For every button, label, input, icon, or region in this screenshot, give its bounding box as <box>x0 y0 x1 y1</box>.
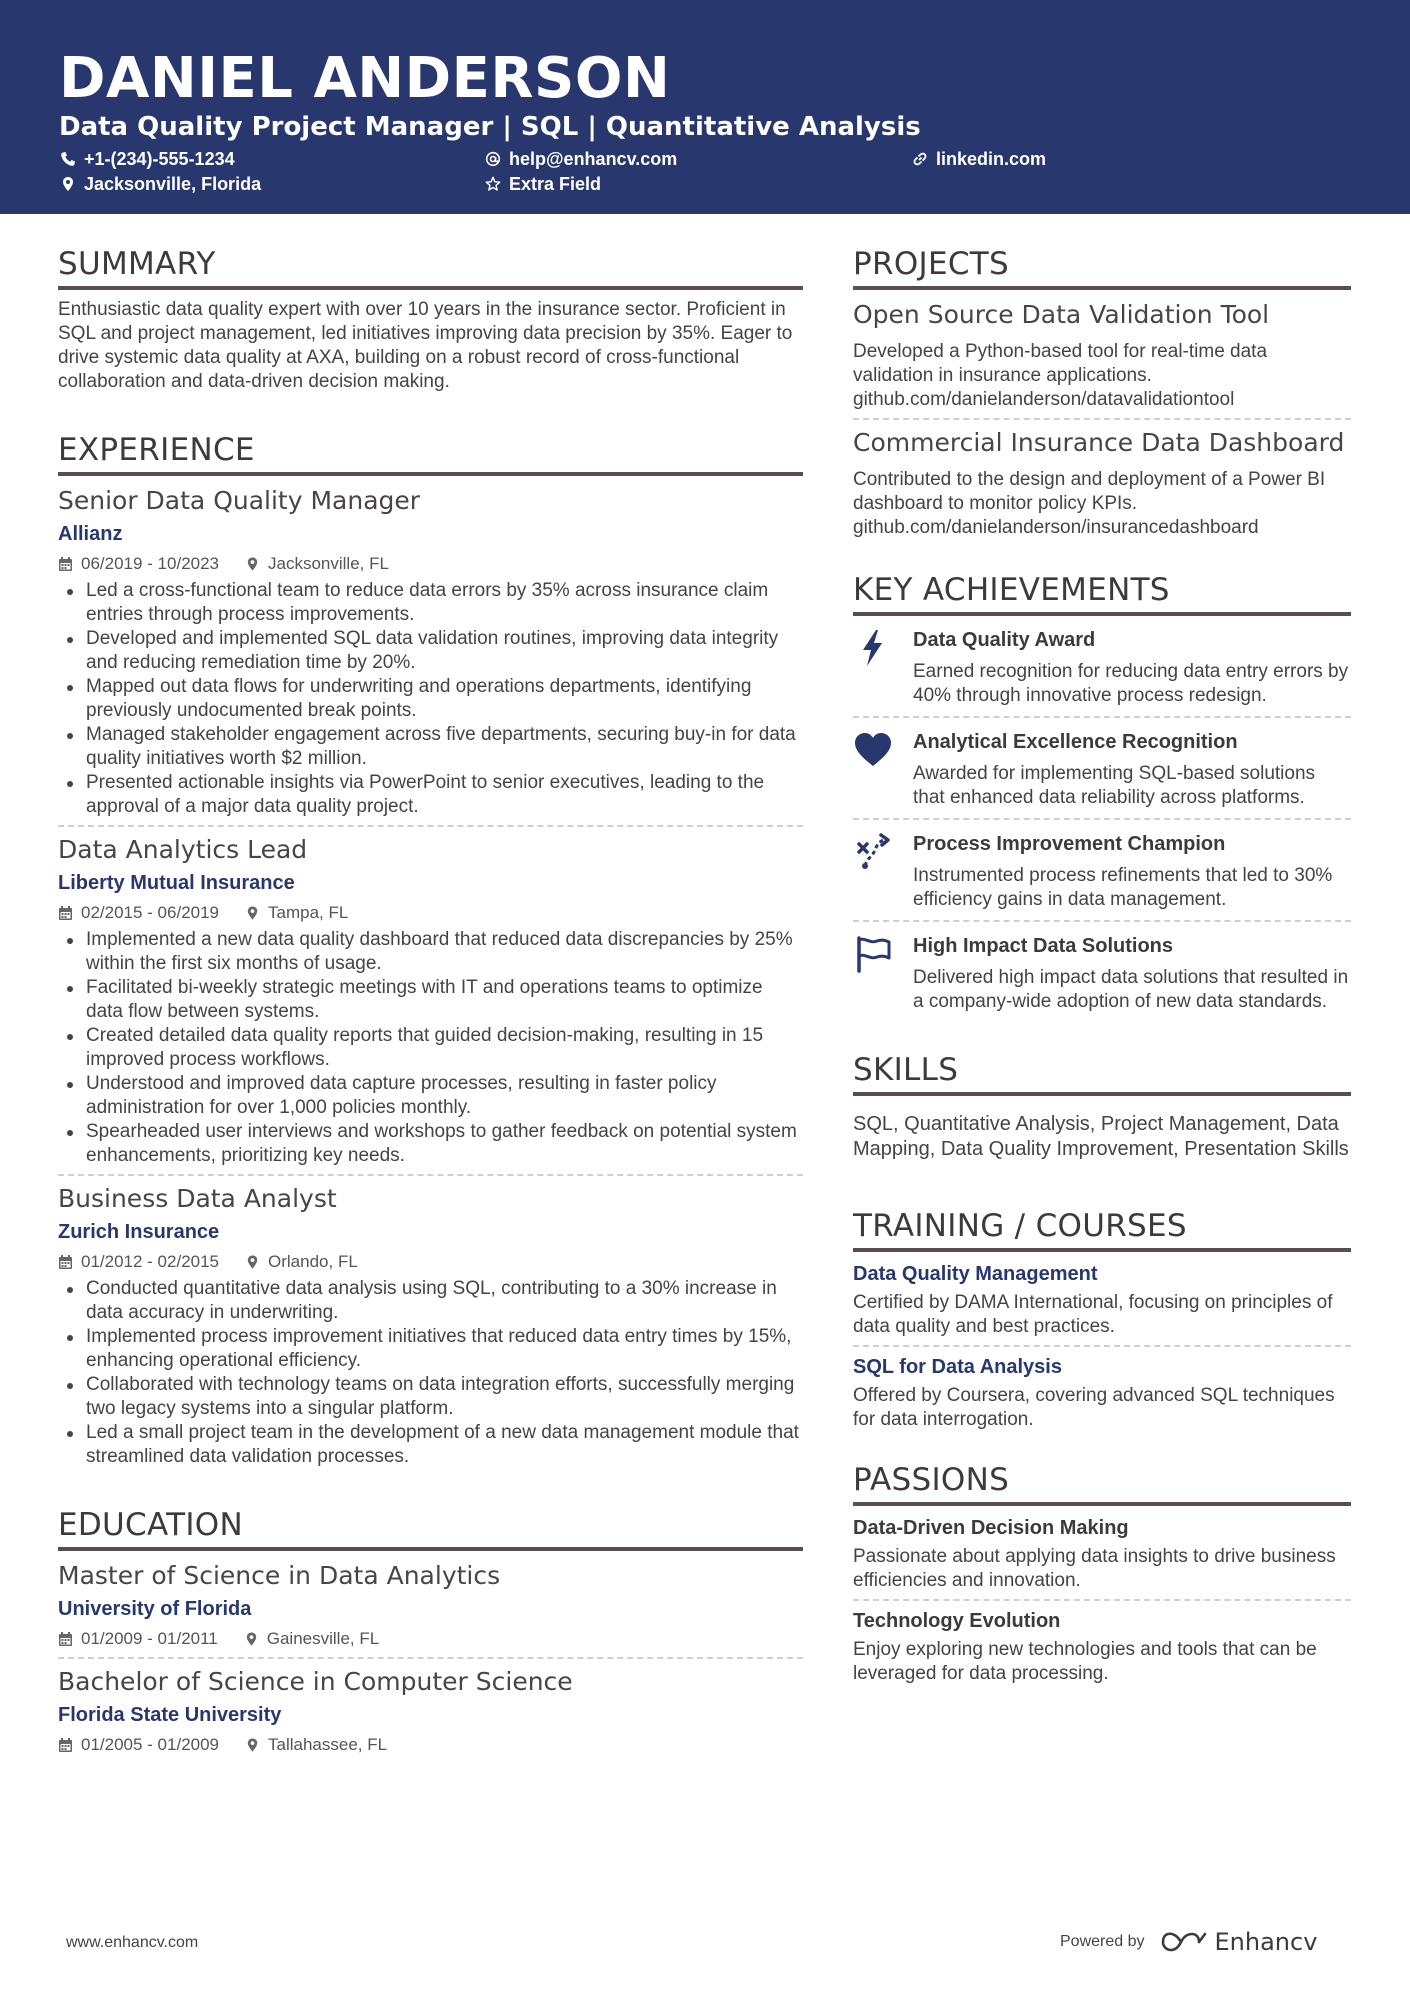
job-location-text: Tampa, FL <box>268 903 349 922</box>
achievement-body <box>913 728 1351 810</box>
bullet-item: Conducted quantitative data analysis using SQL, contributing to a 30% increase in data accuracy in underwriting. <box>58 1277 803 1325</box>
achievement-item <box>853 718 1351 820</box>
job-title: Business Data Analyst <box>58 1184 337 1213</box>
phone-text: +1-(234)-555-1234 <box>84 149 235 169</box>
job-location <box>245 901 348 925</box>
section-title-education: EDUCATION <box>58 1505 803 1551</box>
section-title-passions: PASSIONS <box>853 1460 1351 1506</box>
achievement-item <box>853 616 1351 718</box>
achievement-item <box>853 922 1351 1022</box>
company-name: Zurich Insurance <box>58 1221 220 1243</box>
bullet-item: Implemented a new data quality dashboard that reduced data discrepancies by 25% within the first six months of usage. <box>58 928 803 976</box>
phone-icon <box>60 151 76 167</box>
education-location <box>244 1627 379 1651</box>
contact-extra <box>485 172 601 196</box>
education-location-text: Tallahassee, FL <box>268 1735 388 1754</box>
passion-title: Technology Evolution <box>853 1610 1061 1632</box>
degree-title: Bachelor of Science in Computer Science <box>58 1667 573 1696</box>
heart-icon <box>853 730 893 770</box>
location-pin-icon <box>245 1254 260 1270</box>
achievement-icon-wrap <box>853 626 913 708</box>
job-dates-text: 02/2015 - 06/2019 <box>81 903 220 922</box>
calendar-icon <box>58 905 73 921</box>
job-title: Senior Data Quality Manager <box>58 486 421 515</box>
company-name: Liberty Mutual Insurance <box>58 872 295 894</box>
bullet-item: Implemented process improvement initiatives that reduced data entry times by 15%, enhancing operational efficiency. <box>58 1325 803 1373</box>
project-title: Commercial Insurance Data Dashboard <box>853 428 1345 457</box>
education-entry <box>58 1659 803 1757</box>
job-dates <box>58 552 219 576</box>
achievement-title: Analytical Excellence Recognition <box>913 731 1238 753</box>
job-dates-text: 01/2012 - 02/2015 <box>81 1252 220 1271</box>
location-pin-icon <box>245 905 260 921</box>
experience-section <box>58 430 803 1469</box>
calendar-icon <box>58 1254 73 1270</box>
contact-linkedin[interactable] <box>912 147 1046 171</box>
bullet-item: Presented actionable insights via PowerPoint to senior executives, leading to the approval of a major data quality project. <box>58 771 803 819</box>
job-meta <box>58 901 803 925</box>
education-dates <box>58 1733 219 1757</box>
course-entry <box>853 1347 1351 1432</box>
brand-logo[interactable] <box>1161 1928 1318 1956</box>
bullet-item: Developed and implemented SQL data validation routines, improving data integrity and reducing remediation time by 20%. <box>58 627 803 675</box>
passion-entry <box>853 1514 1351 1601</box>
calendar-icon <box>58 1737 73 1753</box>
contact-phone <box>60 147 235 171</box>
project-description <box>853 468 1351 540</box>
left-column <box>58 244 803 1757</box>
project-description <box>853 340 1351 412</box>
achievement-title: High Impact Data Solutions <box>913 935 1174 957</box>
job-dates <box>58 901 219 925</box>
email-text[interactable]: help@enhancv.com <box>509 149 678 169</box>
achievement-title: Process Improvement Champion <box>913 833 1226 855</box>
achievement-description: Delivered high impact data solutions that resulted in a company-wide adoption of new data standards. <box>913 967 1349 1012</box>
experience-entry <box>58 827 803 1176</box>
education-dates <box>58 1627 218 1651</box>
bullet-item: Mapped out data flows for underwriting and operations departments, identifying previously undocumented break points. <box>58 675 803 723</box>
star-icon <box>485 176 501 192</box>
bullet-item: Led a small project team in the development of a new data management module that streamlined data validation processes. <box>58 1421 803 1469</box>
bullet-item: Led a cross-functional team to reduce data errors by 35% across insurance claim entries through process improvements. <box>58 579 803 627</box>
passion-entry <box>853 1601 1351 1686</box>
calendar-icon <box>58 1631 73 1647</box>
course-description: Certified by DAMA International, focusing on principles of data quality and best practices. <box>853 1292 1333 1337</box>
linkedin-text[interactable]: linkedin.com <box>936 149 1047 169</box>
section-title-skills: SKILLS <box>853 1050 1351 1096</box>
achievements-section <box>853 570 1351 1022</box>
job-title: Data Analytics Lead <box>58 835 308 864</box>
extra-text: Extra Field <box>509 174 602 194</box>
job-bullets <box>58 579 803 819</box>
achievement-icon-wrap <box>853 932 913 1014</box>
job-meta <box>58 1250 803 1274</box>
education-location <box>245 1733 387 1757</box>
bullet-item: Created detailed data quality reports that guided decision-making, resulting in 15 improved process workflows. <box>58 1024 803 1072</box>
achievement-body <box>913 626 1351 708</box>
project-title: Open Source Data Validation Tool <box>853 300 1270 329</box>
contact-email[interactable] <box>485 147 677 171</box>
education-meta <box>58 1627 803 1651</box>
skills-section <box>853 1050 1351 1162</box>
school-name: University of Florida <box>58 1598 252 1620</box>
achievement-description: Awarded for implementing SQL-based solutions that enhanced data reliability across platforms. <box>913 763 1316 808</box>
job-bullets <box>58 1277 803 1469</box>
achievement-item <box>853 820 1351 922</box>
right-column <box>853 244 1351 1686</box>
summary-text: Enthusiastic data quality expert with over 10 years in the insurance sector. Proficient in SQL and project management, led initiatives improving data precision by 35%. Eager to drive systemic data quality at AXA, building on a robust record of cross-functional collaboration and data-driven decision making. <box>58 299 793 392</box>
achievement-description: Earned recognition for reducing data entry errors by 40% through innovative process redesign. <box>913 661 1349 706</box>
section-title-experience: EXPERIENCE <box>58 430 803 476</box>
project-desc-text: Developed a Python-based tool for real-time data validation in insurance applications. <box>853 341 1268 386</box>
course-entry <box>853 1260 1351 1347</box>
flag-icon <box>853 934 893 974</box>
candidate-tagline: Data Quality Project Manager | SQL | Quantitative Analysis <box>59 112 921 142</box>
achievement-title: Data Quality Award <box>913 629 1096 651</box>
achievement-description: Instrumented process refinements that led to 30% efficiency gains in data management. <box>913 865 1333 910</box>
location-text: Jacksonville, Florida <box>84 174 262 194</box>
experience-entry <box>58 1176 803 1469</box>
lightning-icon <box>853 628 893 668</box>
achievement-body <box>913 830 1351 912</box>
job-dates-text: 06/2019 - 10/2023 <box>81 554 220 573</box>
footer-website[interactable]: www.enhancv.com <box>66 1934 199 1951</box>
projects-section <box>853 244 1351 540</box>
achievement-icon-wrap <box>853 830 913 912</box>
bullet-item: Facilitated bi-weekly strategic meetings with IT and operations teams to optimize data flow between systems. <box>58 976 803 1024</box>
calendar-icon <box>58 556 73 572</box>
job-bullets <box>58 928 803 1168</box>
company-name: Allianz <box>58 523 123 545</box>
passions-section <box>853 1460 1351 1686</box>
achievement-body <box>913 932 1351 1014</box>
course-title: SQL for Data Analysis <box>853 1356 1062 1378</box>
job-meta <box>58 552 803 576</box>
route-icon <box>853 832 893 872</box>
resume-header <box>0 0 1410 214</box>
brand-name: Enhancv <box>1214 1928 1318 1956</box>
footer-branding <box>1060 1928 1317 1956</box>
project-link[interactable]: github.com/danielanderson/insurancedashboard <box>853 517 1259 538</box>
education-meta <box>58 1733 803 1757</box>
location-pin-icon <box>245 1737 260 1753</box>
project-desc-text: Contributed to the design and deployment of a Power BI dashboard to monitor policy KPIs. <box>853 469 1326 514</box>
skills-list: SQL, Quantitative Analysis, Project Management, Data Mapping, Data Quality Improvement, Presentation Skills <box>853 1113 1349 1160</box>
education-section <box>58 1505 803 1757</box>
education-entry <box>58 1559 803 1659</box>
passion-description: Enjoy exploring new technologies and tools that can be leveraged for data processing. <box>853 1639 1317 1684</box>
section-title-projects: PROJECTS <box>853 244 1351 290</box>
course-description: Offered by Coursera, covering advanced SQL techniques for data interrogation. <box>853 1385 1335 1430</box>
school-name: Florida State University <box>58 1704 282 1726</box>
contact-location <box>60 172 261 196</box>
location-pin-icon <box>244 1631 259 1647</box>
passion-title: Data-Driven Decision Making <box>853 1517 1129 1539</box>
degree-title: Master of Science in Data Analytics <box>58 1561 501 1590</box>
achievement-icon-wrap <box>853 728 913 810</box>
job-dates <box>58 1250 219 1274</box>
section-title-summary: SUMMARY <box>58 244 803 290</box>
bullet-item: Understood and improved data capture processes, resulting in faster policy administration for over 1,000 policies monthly. <box>58 1072 803 1120</box>
at-icon <box>485 151 501 167</box>
location-pin-icon <box>60 176 76 192</box>
bullet-item: Collaborated with technology teams on data integration efforts, successfully merging two legacy systems into a singular platform. <box>58 1373 803 1421</box>
summary-section <box>58 244 803 394</box>
passion-description: Passionate about applying data insights to drive business efficiencies and innovation. <box>853 1546 1336 1591</box>
job-location <box>245 552 389 576</box>
enhancv-logo-icon <box>1161 1930 1207 1954</box>
bullet-item: Managed stakeholder engagement across five departments, securing buy-in for data quality initiatives worth $2 million. <box>58 723 803 771</box>
link-icon <box>912 151 928 167</box>
section-title-achievements: KEY ACHIEVEMENTS <box>853 570 1351 616</box>
job-location-text: Orlando, FL <box>268 1252 358 1271</box>
location-pin-icon <box>245 556 260 572</box>
course-title: Data Quality Management <box>853 1263 1098 1285</box>
job-location-text: Jacksonville, FL <box>268 554 389 573</box>
education-location-text: Gainesville, FL <box>266 1629 380 1648</box>
bullet-item: Spearheaded user interviews and workshops to gather feedback on potential system enhancements, prioritizing key needs. <box>58 1120 803 1168</box>
project-link[interactable]: github.com/danielanderson/datavalidationtool <box>853 389 1235 410</box>
job-location <box>245 1250 358 1274</box>
candidate-name: DANIEL ANDERSON <box>59 46 671 111</box>
section-title-training: TRAINING / COURSES <box>853 1206 1351 1252</box>
powered-by-text: Powered by <box>1060 1933 1145 1950</box>
project-entry <box>853 420 1351 540</box>
education-dates-text: 01/2005 - 01/2009 <box>81 1735 220 1754</box>
experience-entry <box>58 484 803 827</box>
project-entry <box>853 298 1351 420</box>
training-section <box>853 1206 1351 1432</box>
education-dates-text: 01/2009 - 01/2011 <box>81 1629 218 1648</box>
